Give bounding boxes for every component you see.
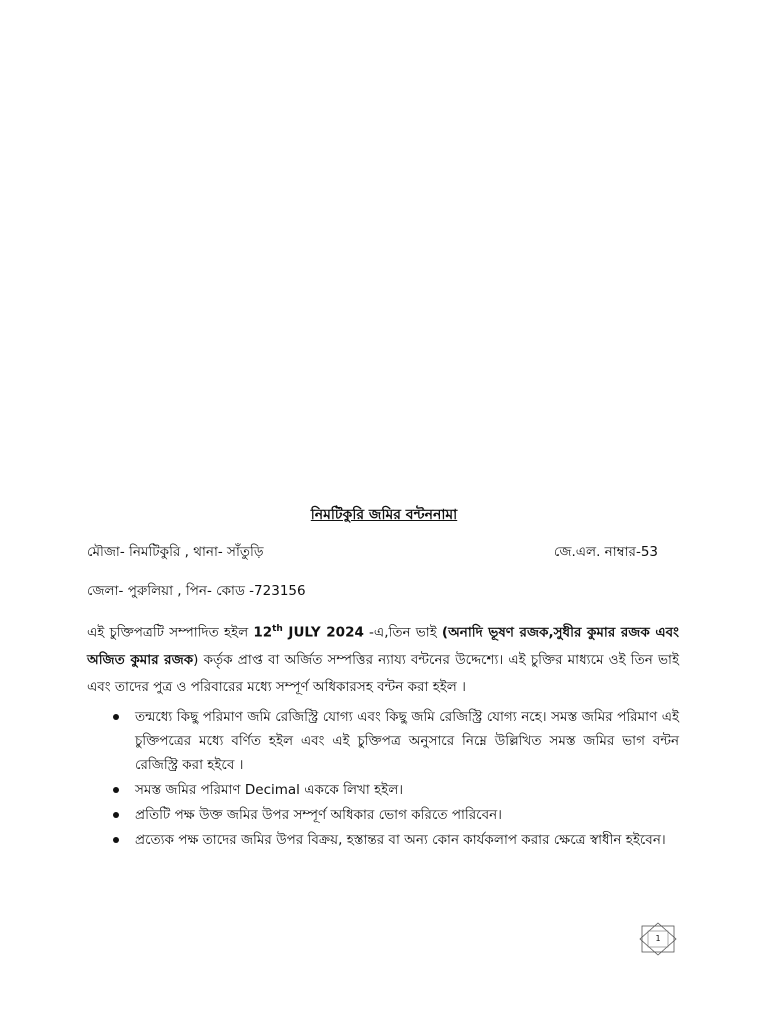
bullet-icon bbox=[113, 812, 119, 818]
para-brothers-intro: -এ,তিন ভাই bbox=[363, 624, 442, 641]
para-intro: এই চুক্তিপত্রটি সম্পাদিত হইল bbox=[87, 624, 254, 641]
date-month-year: JULY 2024 bbox=[282, 624, 364, 641]
list-item: তন্মধ্যে কিছু পরিমাণ জমি রেজিস্ট্রি যোগ্য এবং কিছু জমি রেজিস্ট্রি যোগ্য নহে। সমস্ত জমির পরিমাণ এই চুক্তিপত্রের মধ্যে বর্ণিত হইল এবং এই চুক্তিপত্র অনুসারে নিম্নে উল্লিখিত সমস্ত জমির ভাগ বন্টন রেজিস্ট্রি করা হইবে । bbox=[87, 705, 679, 777]
terms-list bbox=[87, 705, 679, 853]
bullet-icon bbox=[113, 714, 119, 720]
agreement-paragraph bbox=[87, 616, 679, 701]
jl-number: জে.এল. নাম্বার-53 bbox=[553, 544, 658, 560]
date-day: 12 bbox=[253, 624, 273, 641]
date-suffix: th bbox=[272, 624, 283, 634]
mouza-line: মৌজা- নিমটিকুরি , থানা- সাঁতুড়ি bbox=[87, 544, 264, 560]
list-item: প্রতিটি পক্ষ উক্ত জমির উপর সম্পূর্ণ অধিকার ভোগ করিতে পারিবেন। bbox=[87, 803, 679, 827]
document-title: নিমটিকুরি জমির বন্টননামা bbox=[310, 507, 458, 523]
brothers-names: (অনাদি ভূষণ রজক,সুধীর কুমার রজক এবং অজিত কুমার রজক bbox=[87, 624, 679, 668]
page-number-badge bbox=[638, 922, 678, 956]
para-body: ) কর্তৃক প্রাপ্ত বা অর্জিত সম্পত্তির ন্যায্য বন্টনের উদ্দেশ্যে। এই চুক্তির মাধ্যমে ওই তিন ভাই এবং তাদের পুত্র ও পরিবারের মধ্যে সম্পূর্ণ অধিকারসহ বন্টন করা হইল । bbox=[87, 651, 679, 695]
list-item: সমস্ত জমির পরিমাণ Decimal এককে লিখা হইল। bbox=[87, 778, 679, 802]
page-number: 1 bbox=[655, 934, 661, 943]
list-item: প্রত্যেক পক্ষ তাদের জমির উপর বিক্রয়, হস্তান্তর বা অন্য কোন কার্যকলাপ করার ক্ষেত্রে স্বাধীন হইবেন। bbox=[87, 828, 679, 852]
bullet-icon bbox=[113, 837, 119, 843]
bullet-icon bbox=[113, 787, 119, 793]
district-line: জেলা- পুরুলিয়া , পিন- কোড -723156 bbox=[87, 583, 306, 599]
